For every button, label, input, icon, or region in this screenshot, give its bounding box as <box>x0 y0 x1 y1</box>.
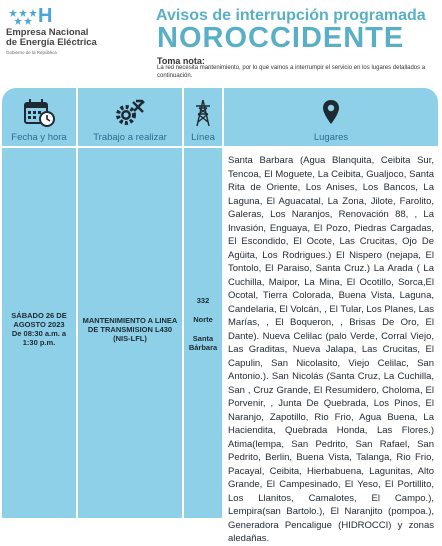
calendar-clock-icon <box>23 98 55 128</box>
column-header-line <box>184 88 222 145</box>
org-name-line2: de Energía Eléctrica <box>6 37 97 48</box>
work-line: MANTENIMIENTO A LINEA <box>82 316 178 325</box>
page-title: Avisos de interrupción programada <box>156 7 426 24</box>
column-header-work <box>78 88 182 145</box>
line-area: Santa <box>192 334 214 343</box>
map-pin-icon <box>321 98 341 128</box>
gear-tools-icon <box>113 98 147 128</box>
column-label-line: Línea <box>191 132 215 143</box>
page-header <box>0 0 442 84</box>
interruption-table <box>2 88 438 544</box>
note-title: Toma nota: <box>157 56 205 66</box>
logo-letter: H <box>38 5 53 27</box>
line-area: Bárbara <box>188 343 218 352</box>
org-name-line1: Empresa Nacional <box>6 27 89 38</box>
column-label-date: Fecha y hora <box>11 132 67 143</box>
column-work <box>78 88 182 518</box>
cell-date <box>2 148 76 518</box>
work-line: (NIS-LFL) <box>113 334 147 343</box>
time-line: 1:30 p.m. <box>22 338 56 347</box>
places-text: Santa Barbara (Agua Blanquita, Ceibita Sur, Tencoa, El Moguete, La Ceibita, Gualjoco, Santa Rita de Oriente, Los Anises, Los Bancos, La Laguna, El Aguacatal, La Zona, Jilote, Farolito, Galeras, Los Naranjos, Renovación 88, , La Invasión, Enguaya, El Pozo, Piedras Cargadas, El Escondido, El Ocote, Las Crucitas, Ojo De Agüita, Los Rodrigues.) El Nispero (nejapa, El Tontolo, El Paraiso, Santa Cruz.) La Arada ( La Cuchilla, Maipor, La Mina, El Ocotillo, Sorca,El Ocotal, Tierra Colorada, Buena Vista, Laguna, Candelaria, El Volcán, , El Tular, Los Planes, Las Marías, , El Boqueron, , Brisas De Oro, El Dante). Nueva Celilac (palo Verde, Corral Viejo, Las Graditas, Nueva Jalapa, Las Crucitas, El Capulin, San Nicolasito, Viejo Celilac, San Antonio.). San Nicolás (Santa Cruz, La Cuchilla, San , Cruz Grande, El Resumidero, Choloma, El Porvenir, , Junta De Quebrada, Los Pinos, El Naranjo, Zapotillo, Rio Frio, Agua Buena, La Haciendita, Quebrada Honda, Las Flores.) Atima(lempa, San Pedrito, San Rafael, San Pedrito, Berlin, Buena Vista, Talanga, Rio Frio, Pacayal, Ceibita, Hierbabuena, Lagunitas, Alto Grande, El Campesinado, El Yeso, El Portillito, Los Llanitos, Camalotes, El Campo.), Lempira(san Bartolo.), El Naranjito (pompoa.), Generadora Pencaligue (HIDROCCI) y zonas aledañas. <box>228 155 434 544</box>
time-line: De 08:30 a.m. a <box>11 329 67 338</box>
column-header-date <box>2 88 76 145</box>
column-header-places <box>224 88 438 145</box>
column-label-work: Trabajo a realizar <box>93 132 167 143</box>
org-subtitle: Gobierno de la República <box>6 50 57 55</box>
line-number: 332 <box>196 296 210 305</box>
work-text <box>78 316 182 343</box>
date-line: SÁBADO 26 DE <box>11 311 67 320</box>
line-zone: Norte <box>193 315 213 324</box>
column-label-places: Lugares <box>313 132 349 143</box>
column-line <box>184 88 222 518</box>
column-date <box>2 88 76 518</box>
note-text: La red necesita mantenimiento, por lo que vamos a interrumpir el servicio en los lugares detallados a continuación. <box>157 65 426 79</box>
date-text <box>2 311 76 347</box>
column-places <box>224 88 438 544</box>
cell-places <box>224 148 438 544</box>
stars-icon <box>8 8 38 26</box>
work-line: DE TRANSMISION L430 <box>87 325 173 334</box>
region-title: NOROCCIDENTE <box>157 22 405 54</box>
power-tower-icon <box>193 98 213 128</box>
cell-work <box>78 148 182 518</box>
org-name <box>6 28 116 48</box>
line-text <box>184 296 222 352</box>
cell-line <box>184 148 222 518</box>
date-line: AGOSTO 2023 <box>13 320 65 329</box>
